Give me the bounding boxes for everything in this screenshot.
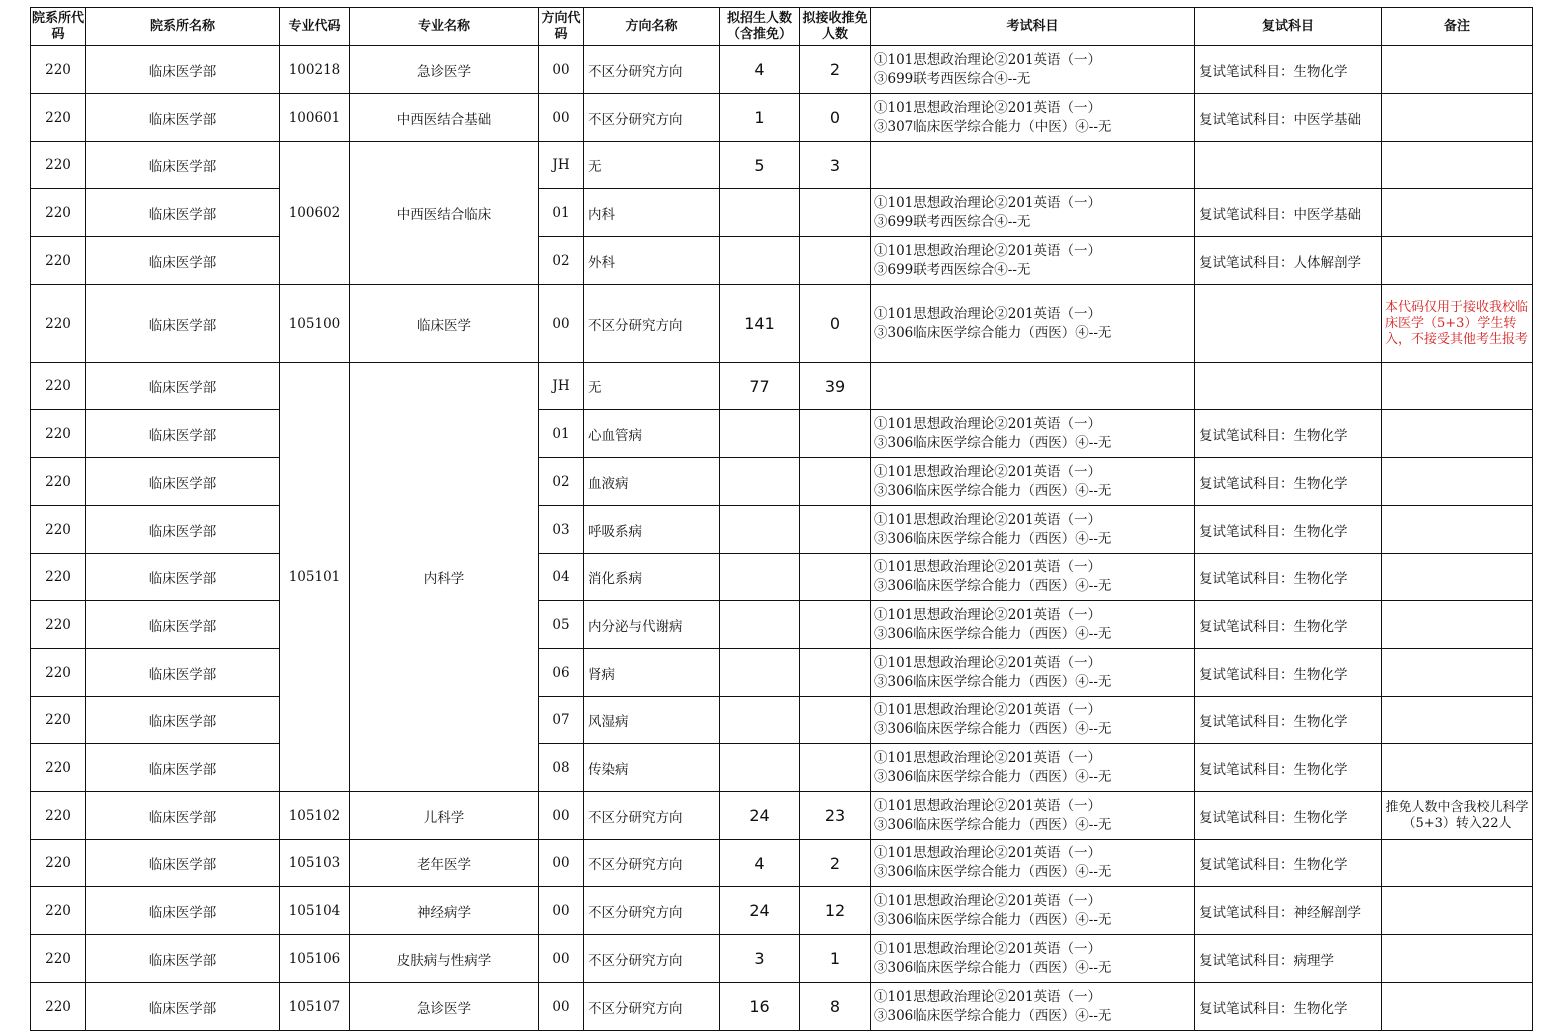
exempt-count: [800, 697, 871, 744]
exempt-count: 23: [800, 792, 871, 840]
plan-count: [720, 554, 800, 601]
plan-count: 4: [720, 46, 800, 94]
major-name: 儿科学: [350, 792, 539, 840]
exam-line-2: ③306临床医学综合能力（西医）④--无: [874, 816, 1112, 833]
table-row: [31, 935, 1533, 983]
dept-name: 临床医学部: [86, 94, 280, 142]
plan-count: 24: [720, 792, 800, 840]
dept-code: 220: [31, 554, 86, 601]
dir-code: 08: [539, 744, 584, 792]
exempt-count: 2: [800, 840, 871, 887]
table-row: [31, 363, 1533, 410]
exam-subjects: [871, 840, 1195, 887]
major-name: 神经病学: [350, 887, 539, 935]
table-row: [31, 458, 1533, 506]
note: [1382, 142, 1533, 189]
retest-subject: 复试笔试科目：中医学基础: [1195, 94, 1382, 142]
dept-name: 临床医学部: [86, 46, 280, 94]
exempt-count: [800, 237, 871, 285]
dept-code: 220: [31, 237, 86, 285]
exam-line-1: ①101思想政治理论②201英语（一）: [874, 463, 1102, 480]
major-name: 中西医结合临床: [350, 142, 539, 285]
note: [1382, 363, 1533, 410]
exempt-count: [800, 410, 871, 458]
plan-count: 77: [720, 363, 800, 410]
exam-line-1: ①101思想政治理论②201英语（一）: [874, 305, 1102, 322]
major-code: 105104: [280, 887, 350, 935]
exam-subjects: [871, 506, 1195, 554]
dept-name: 临床医学部: [86, 697, 280, 744]
dept-code: 220: [31, 410, 86, 458]
dept-code: 220: [31, 94, 86, 142]
dept-name: 临床医学部: [86, 649, 280, 697]
dept-code: 220: [31, 601, 86, 649]
plan-count: [720, 189, 800, 237]
dir-name: 消化系病: [584, 554, 720, 601]
dir-code: 07: [539, 697, 584, 744]
retest-subject: 复试笔试科目：生物化学: [1195, 554, 1382, 601]
plan-count: [720, 410, 800, 458]
dir-name: 不区分研究方向: [584, 983, 720, 1031]
dept-name: 临床医学部: [86, 363, 280, 410]
dept-name: 临床医学部: [86, 601, 280, 649]
exam-subjects: [871, 554, 1195, 601]
exam-line-2: ③306临床医学综合能力（西医）④--无: [874, 721, 1112, 737]
dir-code: 00: [539, 935, 584, 983]
note: [1382, 983, 1533, 1031]
exempt-count: [800, 458, 871, 506]
retest-subject: [1195, 142, 1382, 189]
plan-count: [720, 601, 800, 649]
note: [1382, 458, 1533, 506]
exam-line-2: ③306临床医学综合能力（西医）④--无: [874, 911, 1112, 928]
dir-name: 传染病: [584, 744, 720, 792]
exam-subjects: [871, 410, 1195, 458]
major-code: 105100: [280, 285, 350, 363]
retest-subject: 复试笔试科目：生物化学: [1195, 697, 1382, 744]
exam-subjects: [871, 792, 1195, 840]
header-dir-name: 方向名称: [584, 8, 720, 46]
exam-subjects: [871, 189, 1195, 237]
dir-code: 02: [539, 458, 584, 506]
table-row: [31, 840, 1533, 887]
dir-code: 00: [539, 792, 584, 840]
retest-subject: 复试笔试科目：人体解剖学: [1195, 237, 1382, 285]
exempt-count: 3: [800, 142, 871, 189]
dept-name: 临床医学部: [86, 887, 280, 935]
dir-code: 00: [539, 46, 584, 94]
exam-line-1: ①101思想政治理论②201英语（一）: [874, 194, 1102, 211]
table-row: [31, 887, 1533, 935]
plan-count: 5: [720, 142, 800, 189]
dept-code: 220: [31, 983, 86, 1031]
exam-subjects: [871, 142, 1195, 189]
dept-code: 220: [31, 649, 86, 697]
exam-line-1: ①101思想政治理论②201英语（一）: [874, 892, 1102, 909]
exam-subjects: [871, 285, 1195, 363]
major-name: 中西医结合基础: [350, 94, 539, 142]
dept-name: 临床医学部: [86, 935, 280, 983]
exam-subjects: [871, 983, 1195, 1031]
dept-code: 220: [31, 285, 86, 363]
header-plan: 拟招生人数（含推免）: [720, 8, 800, 46]
note: [1382, 649, 1533, 697]
note: 本代码仅用于接收我校临床医学（5+3）学生转入，不接受其他考生报考: [1382, 285, 1533, 363]
exempt-count: [800, 649, 871, 697]
dir-name: 不区分研究方向: [584, 935, 720, 983]
exam-line-1: ①101思想政治理论②201英语（一）: [874, 415, 1102, 432]
dir-name: 外科: [584, 237, 720, 285]
retest-subject: 复试笔试科目：神经解剖学: [1195, 887, 1382, 935]
note: [1382, 237, 1533, 285]
exam-line-2: ③306临床医学综合能力（西医）④--无: [874, 530, 1112, 547]
dept-name: 临床医学部: [86, 506, 280, 554]
exam-line-1: ①101思想政治理论②201英语（一）: [874, 988, 1102, 1005]
exempt-count: 39: [800, 363, 871, 410]
note: [1382, 410, 1533, 458]
retest-subject: 复试笔试科目：生物化学: [1195, 840, 1382, 887]
plan-count: 24: [720, 887, 800, 935]
dept-code: 220: [31, 189, 86, 237]
header-major-name: 专业名称: [350, 8, 539, 46]
major-code: 100602: [280, 142, 350, 285]
exam-line-1: ①101思想政治理论②201英语（一）: [874, 606, 1102, 623]
retest-subject: 复试笔试科目：生物化学: [1195, 792, 1382, 840]
exam-line-2: ③699联考西医综合④--无: [874, 213, 1031, 230]
note: [1382, 697, 1533, 744]
retest-subject: 复试笔试科目：中医学基础: [1195, 189, 1382, 237]
dept-name: 临床医学部: [86, 237, 280, 285]
header-row: [31, 8, 1533, 46]
note: [1382, 887, 1533, 935]
plan-count: 141: [720, 285, 800, 363]
major-name: 内科学: [350, 363, 539, 792]
dir-code: 01: [539, 410, 584, 458]
retest-subject: 复试笔试科目：病理学: [1195, 935, 1382, 983]
header-dir-code: 方向代码: [539, 8, 584, 46]
exam-line-1: ①101思想政治理论②201英语（一）: [874, 559, 1102, 575]
exempt-count: 8: [800, 983, 871, 1031]
major-code: 105101: [280, 363, 350, 792]
header-note: 备注: [1382, 8, 1533, 46]
exam-subjects: [871, 94, 1195, 142]
major-code: 100601: [280, 94, 350, 142]
note: [1382, 601, 1533, 649]
plan-count: 1: [720, 94, 800, 142]
table-row: [31, 649, 1533, 697]
note: [1382, 935, 1533, 983]
dept-code: 220: [31, 840, 86, 887]
dir-code: JH: [539, 363, 584, 410]
header-major-code: 专业代码: [280, 8, 350, 46]
dept-code: 220: [31, 363, 86, 410]
dir-name: 不区分研究方向: [584, 840, 720, 887]
exam-line-2: ③306临床医学综合能力（西医）④--无: [874, 864, 1112, 880]
retest-subject: 复试笔试科目：生物化学: [1195, 983, 1382, 1031]
exam-subjects: [871, 935, 1195, 983]
exempt-count: 12: [800, 887, 871, 935]
dept-name: 临床医学部: [86, 142, 280, 189]
exam-line-2: ③306临床医学综合能力（西医）④--无: [874, 578, 1112, 594]
header-dept-code: 院系所代码: [31, 8, 86, 46]
dir-name: 内分泌与代谢病: [584, 601, 720, 649]
plan-count: 3: [720, 935, 800, 983]
exam-line-1: ①101思想政治理论②201英语（一）: [874, 845, 1102, 861]
note: [1382, 554, 1533, 601]
table-row: [31, 189, 1533, 237]
exempt-count: [800, 744, 871, 792]
dir-name: 不区分研究方向: [584, 46, 720, 94]
dir-name: 不区分研究方向: [584, 285, 720, 363]
exempt-count: [800, 554, 871, 601]
dir-code: 02: [539, 237, 584, 285]
exempt-count: 2: [800, 46, 871, 94]
dir-code: 01: [539, 189, 584, 237]
dir-name: 肾病: [584, 649, 720, 697]
exempt-count: 0: [800, 94, 871, 142]
plan-count: 4: [720, 840, 800, 887]
dir-code: 06: [539, 649, 584, 697]
plan-count: 16: [720, 983, 800, 1031]
note: [1382, 744, 1533, 792]
table-row: [31, 285, 1533, 363]
retest-subject: [1195, 285, 1382, 363]
exempt-count: [800, 601, 871, 649]
exam-line-2: ③306临床医学综合能力（西医）④--无: [874, 1007, 1112, 1024]
major-code: 105107: [280, 983, 350, 1031]
exam-line-1: ①101思想政治理论②201英语（一）: [874, 51, 1102, 68]
table-row: [31, 94, 1533, 142]
plan-count: [720, 697, 800, 744]
dept-name: 临床医学部: [86, 189, 280, 237]
dir-code: 00: [539, 887, 584, 935]
dept-code: 220: [31, 792, 86, 840]
exam-line-1: ①101思想政治理论②201英语（一）: [874, 940, 1102, 957]
retest-subject: 复试笔试科目：生物化学: [1195, 601, 1382, 649]
plan-count: [720, 744, 800, 792]
table-row: [31, 744, 1533, 792]
dir-name: 不区分研究方向: [584, 792, 720, 840]
exam-line-2: ③307临床医学综合能力（中医）④--无: [874, 118, 1112, 135]
major-code: 105102: [280, 792, 350, 840]
retest-subject: 复试笔试科目：生物化学: [1195, 458, 1382, 506]
exam-line-2: ③306临床医学综合能力（西医）④--无: [874, 625, 1112, 642]
major-name: 老年医学: [350, 840, 539, 887]
major-name: 急诊医学: [350, 983, 539, 1031]
retest-subject: 复试笔试科目：生物化学: [1195, 744, 1382, 792]
header-exempt: 拟接收推免人数: [800, 8, 871, 46]
exam-line-2: ③306临床医学综合能力（西医）④--无: [874, 482, 1112, 499]
dir-name: 内科: [584, 189, 720, 237]
exam-line-1: ①101思想政治理论②201英语（一）: [874, 797, 1102, 814]
dir-name: 无: [584, 363, 720, 410]
exam-subjects: [871, 46, 1195, 94]
major-code: 105103: [280, 840, 350, 887]
note: [1382, 94, 1533, 142]
table-row: [31, 792, 1533, 840]
note: [1382, 46, 1533, 94]
exam-line-2: ③306临床医学综合能力（西医）④--无: [874, 673, 1112, 690]
exam-line-1: ①101思想政治理论②201英语（一）: [874, 749, 1102, 766]
table-row: [31, 983, 1533, 1031]
major-code: 105106: [280, 935, 350, 983]
exam-line-1: ①101思想政治理论②201英语（一）: [874, 99, 1102, 116]
exam-subjects: [871, 697, 1195, 744]
dir-code: 00: [539, 94, 584, 142]
dir-code: 00: [539, 983, 584, 1031]
exam-line-2: ③306临床医学综合能力（西医）④--无: [874, 324, 1112, 341]
exam-line-1: ①101思想政治理论②201英语（一）: [874, 702, 1102, 718]
dir-code: 05: [539, 601, 584, 649]
dir-code: 03: [539, 506, 584, 554]
dir-code: 00: [539, 285, 584, 363]
exempt-count: [800, 189, 871, 237]
retest-subject: [1195, 363, 1382, 410]
dir-name: 血液病: [584, 458, 720, 506]
dir-name: 无: [584, 142, 720, 189]
table-row: [31, 410, 1533, 458]
table-row: [31, 237, 1533, 285]
exam-line-2: ③306临床医学综合能力（西医）④--无: [874, 768, 1112, 785]
plan-count: [720, 649, 800, 697]
dept-code: 220: [31, 458, 86, 506]
dept-code: 220: [31, 887, 86, 935]
dept-name: 临床医学部: [86, 410, 280, 458]
exam-subjects: [871, 363, 1195, 410]
dept-code: 220: [31, 506, 86, 554]
exam-line-1: ①101思想政治理论②201英语（一）: [874, 242, 1102, 259]
header-exam: 考试科目: [871, 8, 1195, 46]
exam-line-2: ③699联考西医综合④--无: [874, 70, 1031, 87]
table-row: [31, 142, 1533, 189]
dept-code: 220: [31, 142, 86, 189]
dir-code: JH: [539, 142, 584, 189]
exam-subjects: [871, 649, 1195, 697]
note: [1382, 840, 1533, 887]
dept-code: 220: [31, 744, 86, 792]
dept-code: 220: [31, 697, 86, 744]
exam-subjects: [871, 237, 1195, 285]
retest-subject: 复试笔试科目：生物化学: [1195, 46, 1382, 94]
retest-subject: 复试笔试科目：生物化学: [1195, 410, 1382, 458]
exempt-count: 1: [800, 935, 871, 983]
dir-name: 风湿病: [584, 697, 720, 744]
dir-name: 心血管病: [584, 410, 720, 458]
header-retest: 复试科目: [1195, 8, 1382, 46]
dir-code: 04: [539, 554, 584, 601]
retest-subject: 复试笔试科目：生物化学: [1195, 506, 1382, 554]
plan-count: [720, 237, 800, 285]
dept-name: 临床医学部: [86, 458, 280, 506]
header-dept-name: 院系所名称: [86, 8, 280, 46]
major-code: 100218: [280, 46, 350, 94]
exam-subjects: [871, 744, 1195, 792]
dir-name: 不区分研究方向: [584, 887, 720, 935]
dir-name: 呼吸系病: [584, 506, 720, 554]
major-name: 急诊医学: [350, 46, 539, 94]
table-row: [31, 554, 1533, 601]
exam-line-2: ③699联考西医综合④--无: [874, 261, 1031, 278]
enrollment-table: [30, 7, 1533, 1031]
dir-name: 不区分研究方向: [584, 94, 720, 142]
exam-line-1: ①101思想政治理论②201英语（一）: [874, 511, 1102, 528]
major-name: 皮肤病与性病学: [350, 935, 539, 983]
note: [1382, 506, 1533, 554]
dept-name: 临床医学部: [86, 792, 280, 840]
dept-code: 220: [31, 46, 86, 94]
exam-subjects: [871, 458, 1195, 506]
table-row: [31, 601, 1533, 649]
exam-line-2: ③306临床医学综合能力（西医）④--无: [874, 959, 1112, 976]
exempt-count: 0: [800, 285, 871, 363]
table-row: [31, 506, 1533, 554]
exam-subjects: [871, 601, 1195, 649]
dept-name: 临床医学部: [86, 983, 280, 1031]
table-row: [31, 697, 1533, 744]
exam-line-1: ①101思想政治理论②201英语（一）: [874, 654, 1102, 671]
retest-subject: 复试笔试科目：生物化学: [1195, 649, 1382, 697]
dept-name: 临床医学部: [86, 840, 280, 887]
note: [1382, 189, 1533, 237]
plan-count: [720, 506, 800, 554]
dept-name: 临床医学部: [86, 744, 280, 792]
exam-subjects: [871, 887, 1195, 935]
major-name: 临床医学: [350, 285, 539, 363]
dept-name: 临床医学部: [86, 285, 280, 363]
note: 推免人数中含我校儿科学（5+3）转入22人: [1382, 792, 1533, 840]
plan-count: [720, 458, 800, 506]
exam-line-2: ③306临床医学综合能力（西医）④--无: [874, 434, 1112, 451]
dept-code: 220: [31, 935, 86, 983]
dir-code: 00: [539, 840, 584, 887]
table-row: [31, 46, 1533, 94]
exempt-count: [800, 506, 871, 554]
dept-name: 临床医学部: [86, 554, 280, 601]
